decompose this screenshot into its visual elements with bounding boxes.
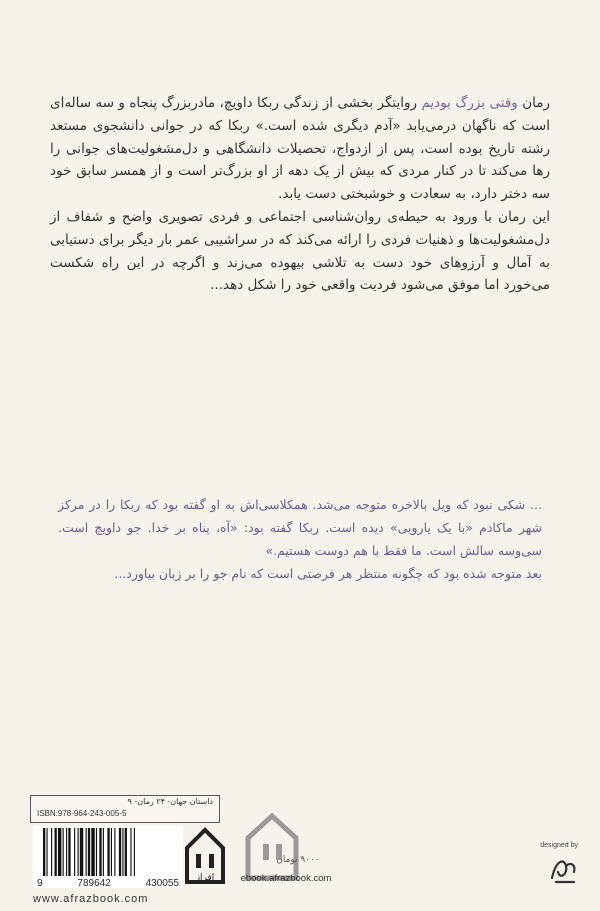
designer-signature-icon: [548, 852, 580, 886]
barcode-digit-first: 9: [37, 878, 43, 889]
blurb-paragraph-1-text: روایتگر بخشی از زندگی ربکا داویچ، مادربزرگ پنجاه و سه ساله‌ای است که ناگهان درمی‌یابد «آدم دیگری شده است.» ربکا که در جوانی دانشجوی مستعد رشته تاریخ بوده است، پس از ازدواج، تحصیلات دانشگاهی و دل‌مشغولیت‌های جوانی را رها می‌کند تا در کنار مردی که بیش از یک دهه از او بزرگ‌تر است و از همسر سابق خود سه دختر دارد، به سعادت و خوشبختی دست یابد.: [50, 95, 550, 203]
barcode-digits-right: 430055: [145, 878, 179, 889]
barcode-digits: [33, 878, 183, 889]
barcode-digits-left: 789642: [77, 878, 111, 889]
barcode: [33, 826, 183, 888]
excerpt-paragraph-2: بعد متوجه شده بود که چگونه منتظر هر فرصتی است که نام جو را بر زبان بیاورد...: [114, 566, 542, 581]
blurb-paragraph-1: [50, 92, 550, 206]
series-info: داستان جهان- ۲۴ رمان- ۹: [127, 797, 213, 806]
publisher-website[interactable]: www.afrazbook.com: [33, 893, 149, 905]
catalog-box: [30, 795, 220, 823]
excerpt-paragraph-1: ... شکی نبود که ویل بالاخره متوجه می‌شد. همکلاسی‌اش به او گفته بود که ربکا را در مرکز شهر ماکادم «با یک یارویی» دیده است. ربکا گفته بود: «آه، پناه بر خدا. جو داویچ است. سی‌وسه سالش است. ما فقط با هم دوست هستیم.»: [58, 497, 542, 558]
book-title-highlight: وقتی بزرگ بودیم: [421, 95, 518, 111]
book-blurb: [50, 92, 550, 297]
designer-credit: designed by: [540, 842, 578, 849]
publisher-logo-stamp: [228, 808, 332, 898]
blurb-paragraph-2: این رمان با ورود به حیطه‌ی روان‌شناسی اجتماعی و فردی تصویری واضح و شفاف از دل‌مشغولیت‌ها و ذهنیات فردی را ارائه می‌کند که در سراشیبی عمر بار دیگر برای دستیابی به آمال و آرزوهای خود دست به تلاشی بیهوده می‌زند و اگرچه در این راه شکست می‌خورد اما موفق می‌شود فردیت واقعی خود را شکل دهد...: [50, 208, 550, 294]
blurb-intro: رمان: [517, 95, 550, 111]
isbn-text: ISBN:978-964-243-005-5: [37, 809, 127, 818]
ebook-url[interactable]: ebook.afrazbook.com: [240, 873, 332, 884]
publisher-logo-small: [183, 826, 228, 886]
book-excerpt: [58, 493, 542, 585]
logo-small-text: افراز: [195, 873, 215, 883]
price-stamp: ۹۰۰۰ تومان: [276, 855, 320, 865]
barcode-bars: [41, 828, 175, 876]
